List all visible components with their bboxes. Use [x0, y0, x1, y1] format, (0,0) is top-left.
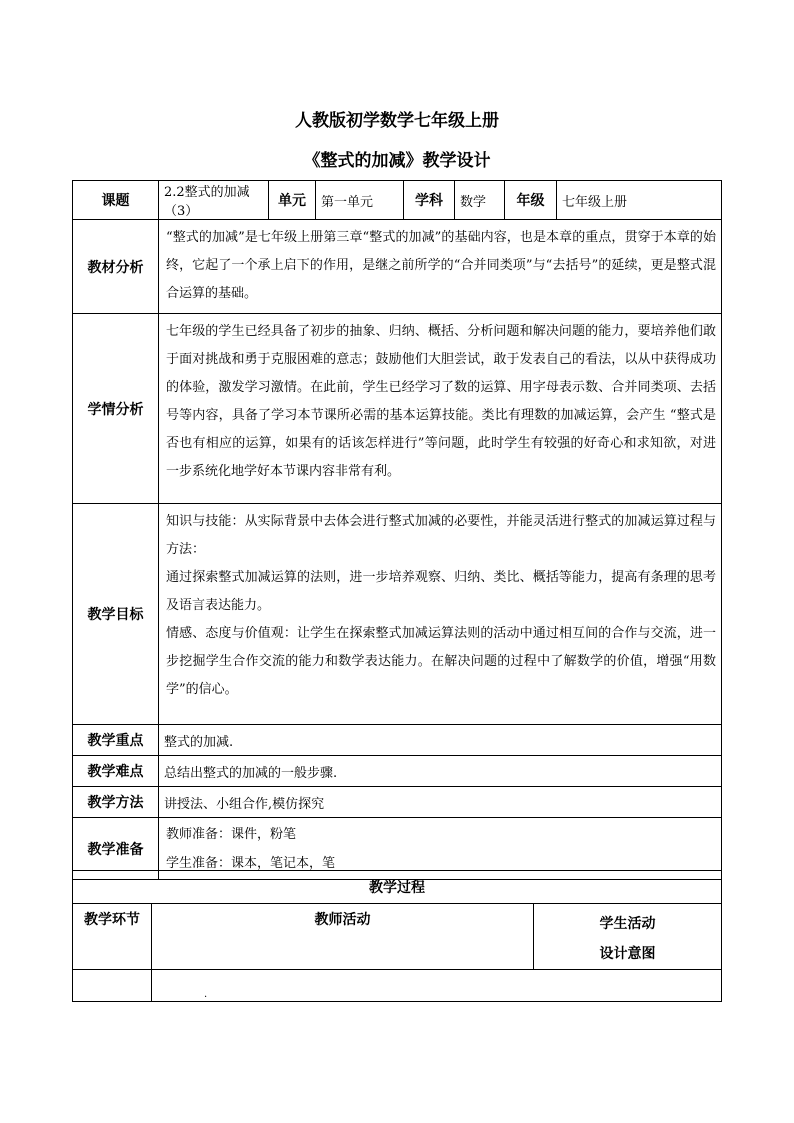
jiaocai-text: “整式的加减”是七年级上册第三章“整式的加减”的基础内容，也是本章的重点，贯穿于本章的始终，它起了一个承上启下的作用，是继之前所学的“合并同类项”与“去括号”的延续，更是整式混合运算的基础。: [159, 220, 722, 314]
process-col-student-line2: 设计意图: [599, 946, 656, 962]
mubiao-cell: [159, 504, 722, 725]
jiaocai-label: 教材分析: [73, 220, 159, 314]
mubiao-para-2: 通过探索整式加减运算的法则，进一步培养观察、归纳、类比、概括等能力，提高有条理的思考及语言表达能力。: [166, 570, 716, 613]
danyuan-value: 第一单元: [316, 181, 404, 220]
fangfa-label: 教学方法: [73, 787, 159, 818]
xueke-value: 数学: [455, 181, 505, 220]
xueqing-row: [73, 314, 722, 504]
teaching-process-table: [72, 870, 722, 1002]
keti-label: 课题: [73, 181, 159, 220]
process-content-cell: [152, 970, 722, 1002]
zhongdian-label: 教学重点: [73, 725, 159, 756]
mubiao-row: [73, 504, 722, 725]
fangfa-row: [73, 787, 722, 818]
zhunbei-student: 学生准备：课本，笔记本，笔: [166, 856, 336, 871]
process-col-student: [534, 904, 722, 970]
document-subtitle: 《整式的加减》教学设计: [303, 151, 491, 171]
jiaocai-row: [73, 220, 722, 314]
zhongdian-text: 整式的加减.: [159, 725, 722, 756]
process-title-row: [73, 871, 722, 904]
process-stage-cell: [73, 970, 152, 1002]
nandian-text: 总结出整式的加减的一般步骤.: [159, 756, 722, 787]
danyuan-label: 单元: [269, 181, 316, 220]
nandian-label: 教学难点: [73, 756, 159, 787]
nianji-value: 七年级上册: [557, 181, 722, 220]
xueqing-label: 学情分析: [73, 314, 159, 504]
xueke-label: 学科: [404, 181, 455, 220]
header-row: [73, 181, 722, 220]
process-body-row: [73, 970, 722, 1002]
keti-value: 2.2整式的加减（3）: [159, 181, 269, 220]
process-header-row: [73, 904, 722, 970]
fangfa-text: 讲授法、小组合作,模仿探究: [159, 787, 722, 818]
process-title: 教学过程: [73, 871, 722, 904]
process-col-stage: 教学环节: [73, 904, 152, 970]
mubiao-label: 教学目标: [73, 504, 159, 725]
zhunbei-label: 教学准备: [73, 818, 159, 880]
mubiao-para-3: 情感、态度与价值观：让学生在探索整式加减运算法则的活动中通过相互间的合作与交流，进一步挖掘学生合作交流的能力和数学表达能力。在解决问题的过程中了解数学的价值，增强“用数学”的信心。: [166, 626, 716, 697]
zhunbei-teacher: 教师准备：课件，粉笔: [166, 827, 297, 842]
lesson-info-table: [72, 180, 722, 880]
mubiao-para-1: 知识与技能：从实际背景中去体会进行整式加减的必要性，并能灵活进行整式的加减运算过程与方法：: [166, 514, 716, 557]
xueqing-text: 七年级的学生已经具备了初步的抽象、归纳、概括、分析问题和解决问题的能力，要培养他们敢于面对挑战和勇于克服困难的意志；鼓励他们大胆尝试，敢于发表自己的看法，以从中获得成功的体验，激发学习激情。在此前，学生已经学习了数的运算、用字母表示数、合并同类项、去括号等内容，具备了学习本节课所必需的基本运算技能。类比有理数的加减运算，会产生 “整式是否也有相应的运算，如果有的话该怎样进行”等问题，此时学生有较强的好奇心和求知欲，对进一步系统化地学好本节课内容非常有利。: [159, 314, 722, 504]
process-dot: .: [204, 989, 208, 1000]
nandian-row: [73, 756, 722, 787]
process-col-student-line1: 学生活动: [599, 916, 656, 932]
process-col-teacher: 教师活动: [152, 904, 534, 970]
zhongdian-row: [73, 725, 722, 756]
nianji-label: 年级: [505, 181, 557, 220]
document-title: 人教版初学数学七年级上册: [295, 111, 499, 131]
